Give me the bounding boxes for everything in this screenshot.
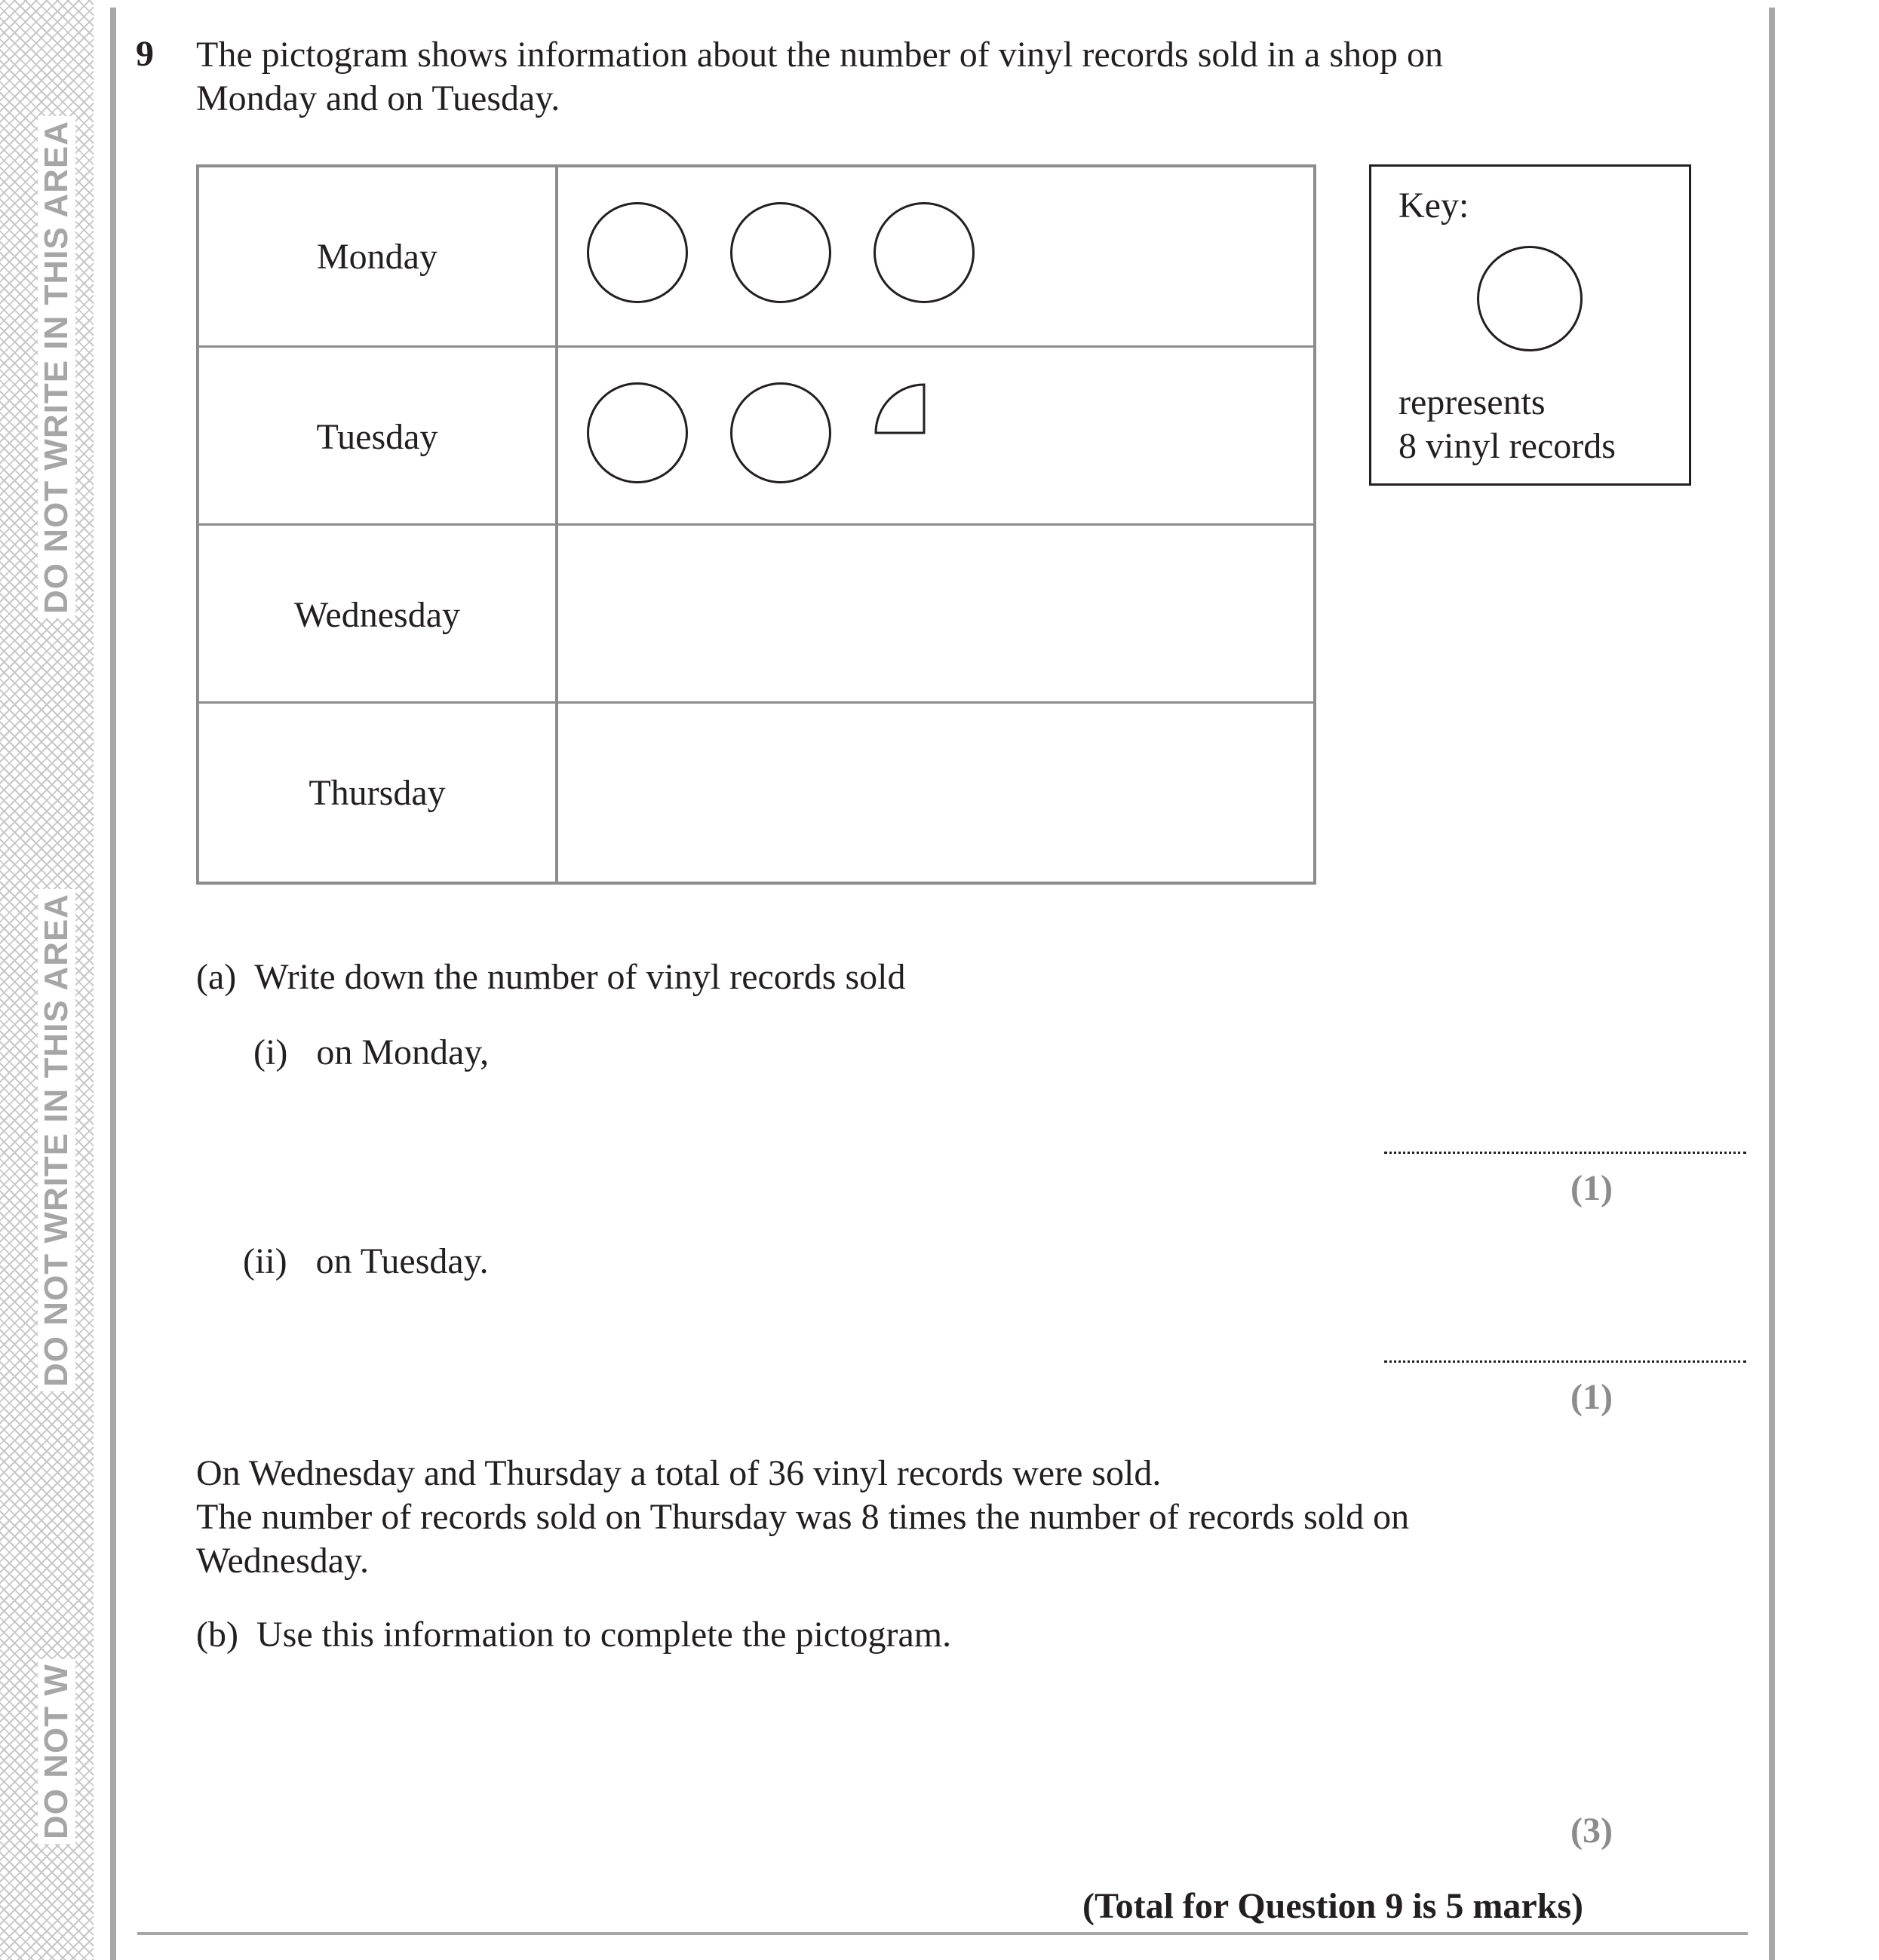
margin-warning-strip: [0, 0, 94, 1960]
pictogram-icon-cell[interactable]: [558, 704, 1313, 882]
marks-b: (3): [1570, 1811, 1613, 1851]
question-number: 9: [136, 34, 154, 74]
pictogram-day-label: Tuesday: [316, 416, 438, 457]
circle-icon: [587, 382, 688, 483]
circle-icon: [730, 382, 831, 483]
part-a-i-prompt: [253, 1031, 489, 1075]
part-a-i-label: (i): [253, 1032, 288, 1072]
marks-a-i: (1): [1570, 1168, 1613, 1208]
part-a-ii-label: (ii): [243, 1241, 287, 1281]
marks-a-ii: (1): [1570, 1377, 1613, 1417]
page-border-left: [110, 8, 116, 1960]
circle-icon: [873, 202, 975, 303]
pictogram-row: [199, 701, 1313, 882]
part-b-label: (b): [196, 1615, 238, 1655]
question-total: (Total for Question 9 is 5 marks): [1082, 1886, 1584, 1926]
pictogram-day-label: Monday: [317, 236, 438, 277]
margin-warning-text: DO NOT WRITE IN THIS AREA: [38, 116, 75, 618]
part-b-text: Use this information to complete the pictogram.: [256, 1615, 952, 1655]
margin-warning-text: DO NOT W: [38, 1659, 75, 1844]
quarter-circle-icon: [873, 382, 926, 435]
pictogram-icon-cell[interactable]: [558, 167, 1313, 345]
key-title: Key:: [1399, 186, 1469, 225]
circle-icon: [587, 202, 688, 303]
part-a-ii-text: on Tuesday.: [315, 1241, 489, 1281]
pictogram-day-label: Wednesday: [293, 594, 461, 635]
circle-icon: [1477, 246, 1583, 351]
part-a-prompt: [196, 955, 905, 999]
info-paragraph: On Wednesday and Thursday a total of 36 vinyl records were sold. The number of records sold on Thursday was 8 times the number of records sold on Wednesday.: [196, 1453, 1410, 1581]
part-a-text: Write down the number of vinyl records sold: [254, 957, 906, 997]
pictogram-key: [1369, 164, 1691, 486]
pictogram-icon-cell[interactable]: [558, 526, 1313, 704]
pictogram-row: [199, 345, 1313, 526]
question-intro: The pictogram shows information about the number of vinyl records sold in a shop on Monday and on Tuesday.: [196, 35, 1444, 118]
page-border-right: [1769, 8, 1775, 1960]
bottom-rule: [137, 1932, 1748, 1935]
pictogram-row: [199, 167, 1313, 345]
pictogram-day-label: Thursday: [309, 772, 446, 813]
pictogram-table: [196, 164, 1316, 885]
answer-line-a-ii[interactable]: [1384, 1360, 1746, 1363]
part-b-prompt: [196, 1613, 951, 1657]
circle-icon: [730, 202, 831, 303]
answer-line-a-i[interactable]: [1384, 1152, 1746, 1154]
pictogram-row: [199, 523, 1313, 704]
part-a-label: (a): [196, 957, 237, 997]
margin-warning-text: DO NOT WRITE IN THIS AREA: [38, 889, 75, 1391]
part-a-i-text: on Monday,: [316, 1032, 490, 1072]
part-a-ii-prompt: [243, 1240, 489, 1284]
pictogram-icon-cell[interactable]: [558, 348, 1313, 526]
key-description: represents 8 vinyl records: [1399, 382, 1616, 466]
